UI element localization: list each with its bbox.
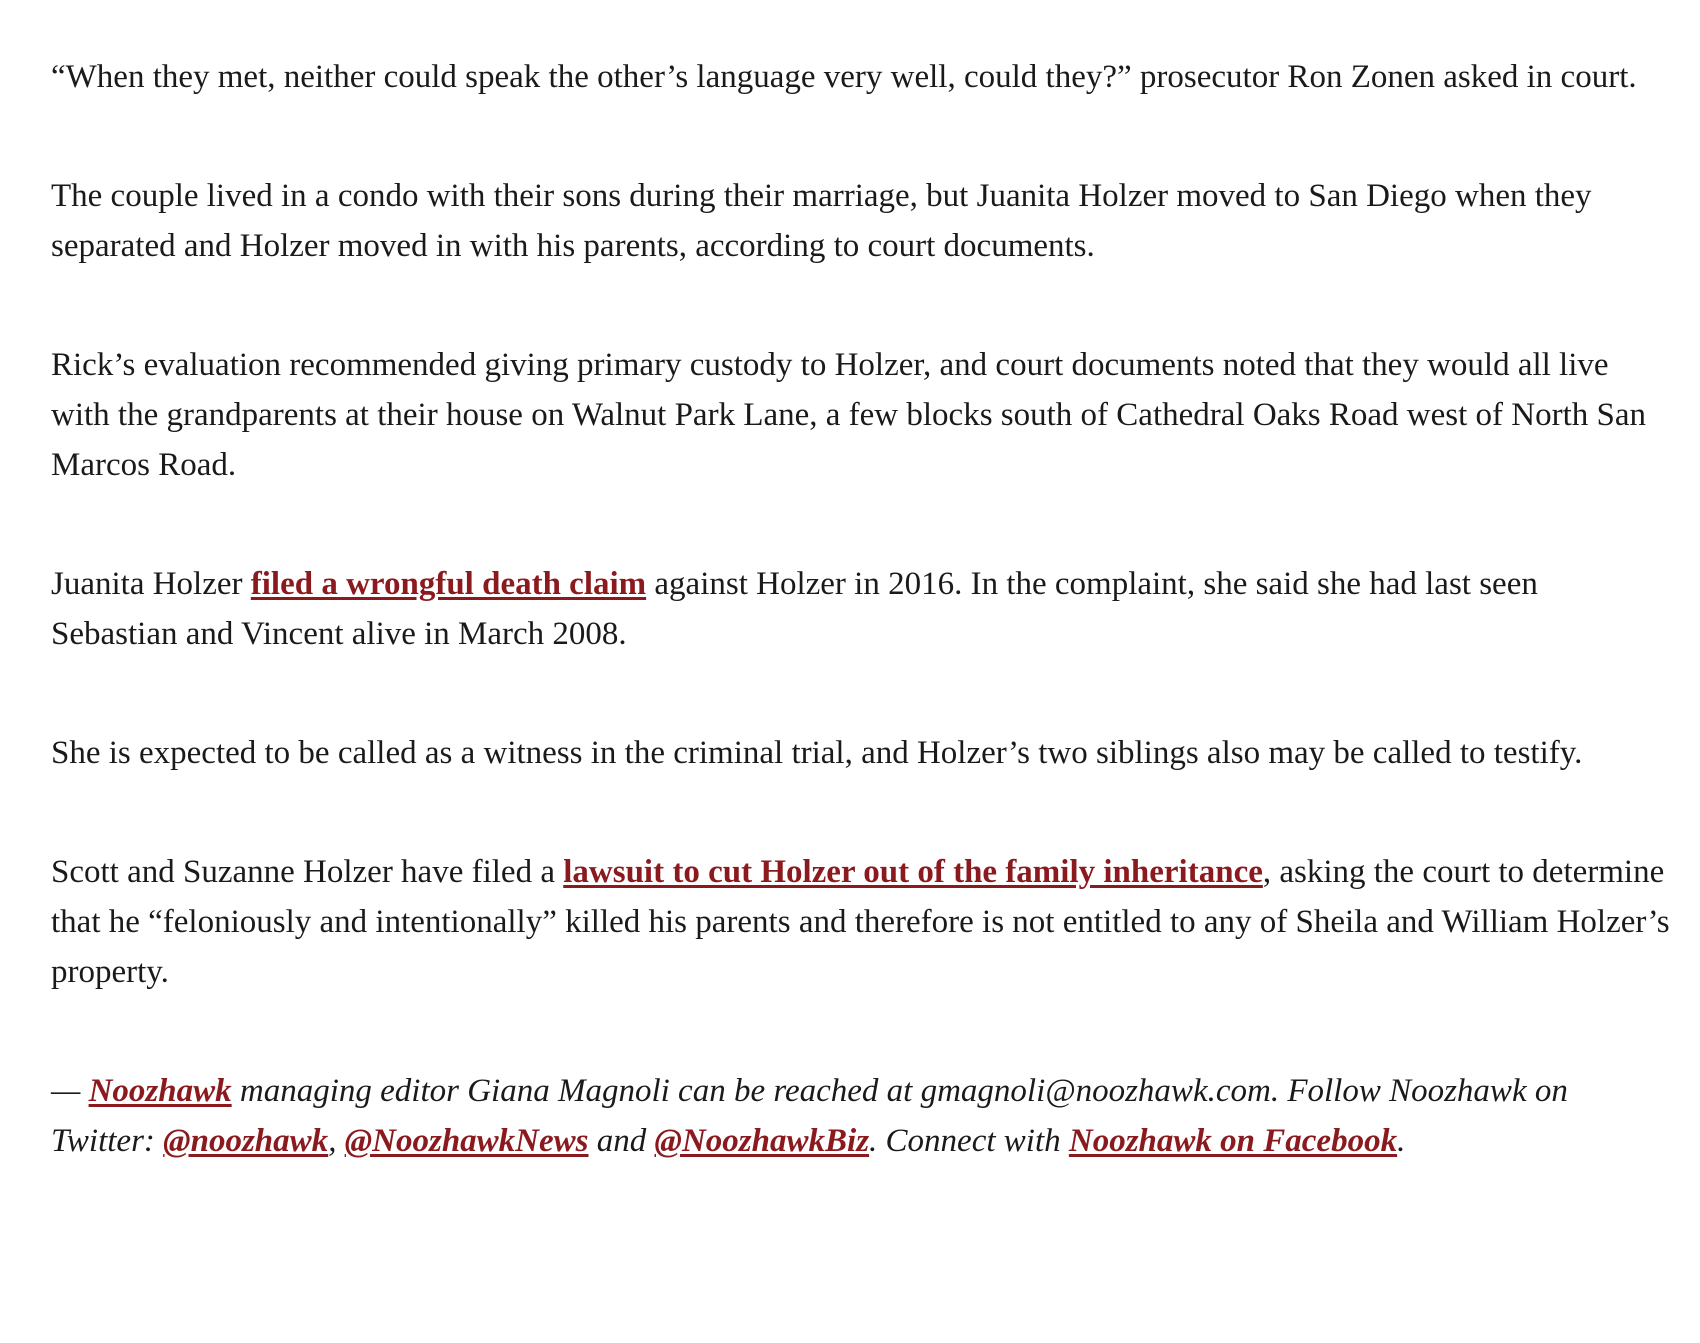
paragraph-4	[51, 559, 1671, 659]
footer-text-2: . Connect with	[869, 1123, 1069, 1159]
facebook-link[interactable]: Noozhawk on Facebook	[1068, 1123, 1398, 1159]
paragraph-6	[51, 847, 1671, 997]
footer-text-1: managing editor Giana Magnoli can be reached at gmagnoli@noozhawk.com. Follow Noozhawk on Twitter:	[51, 1073, 1568, 1159]
footer-separator-2: and	[588, 1123, 655, 1159]
footer-end: .	[1397, 1123, 1406, 1159]
inheritance-lawsuit-link[interactable]: lawsuit to cut Holzer out of the family inheritance	[563, 854, 1263, 890]
paragraph-5	[51, 728, 1671, 778]
paragraph-2	[51, 171, 1671, 271]
author-footer	[51, 1066, 1671, 1166]
paragraph-5-text: She is expected to be called as a witness in the criminal trial, and Holzer’s two siblings also may be called to testify.	[51, 735, 1583, 771]
paragraph-6-text-after: , asking the court to determine that he “feloniously and intentionally” killed his parents and therefore is not entitled to any of Sheila and William Holzer’s property.	[51, 854, 1670, 990]
twitter-noozhawkbiz-link[interactable]: @NoozhawkBiz	[654, 1123, 870, 1159]
paragraph-3	[51, 340, 1671, 490]
paragraph-1-text: “When they met, neither could speak the other’s language very well, could they?” prosecutor Ron Zonen asked in court.	[51, 59, 1637, 95]
wrongful-death-claim-link[interactable]: filed a wrongful death claim	[250, 566, 647, 602]
paragraph-3-text: Rick’s evaluation recommended giving primary custody to Holzer, and court documents noted that they would all live with the grandparents at their house on Walnut Park Lane, a few blocks south of Cathedral Oaks Road west of North San Marcos Road.	[51, 347, 1647, 483]
footer-dash: —	[51, 1073, 89, 1109]
paragraph-4-text-after: against Holzer in 2016. In the complaint, she said she had last seen Sebastian and Vincent alive in March 2008.	[51, 566, 1538, 652]
twitter-noozhawknews-link[interactable]: @NoozhawkNews	[344, 1123, 589, 1159]
paragraph-4-text-before: Juanita Holzer	[51, 566, 251, 602]
footer-separator-1: ,	[328, 1123, 345, 1159]
article-body	[51, 52, 1671, 1166]
paragraph-2-text: The couple lived in a condo with their sons during their marriage, but Juanita Holzer moved to San Diego when they separated and Holzer moved in with his parents, according to court documents.	[51, 178, 1592, 264]
twitter-noozhawk-link[interactable]: @noozhawk	[163, 1123, 329, 1159]
noozhawk-link[interactable]: Noozhawk	[88, 1073, 232, 1109]
paragraph-6-text-before: Scott and Suzanne Holzer have filed a	[51, 854, 564, 890]
paragraph-1	[51, 52, 1671, 102]
